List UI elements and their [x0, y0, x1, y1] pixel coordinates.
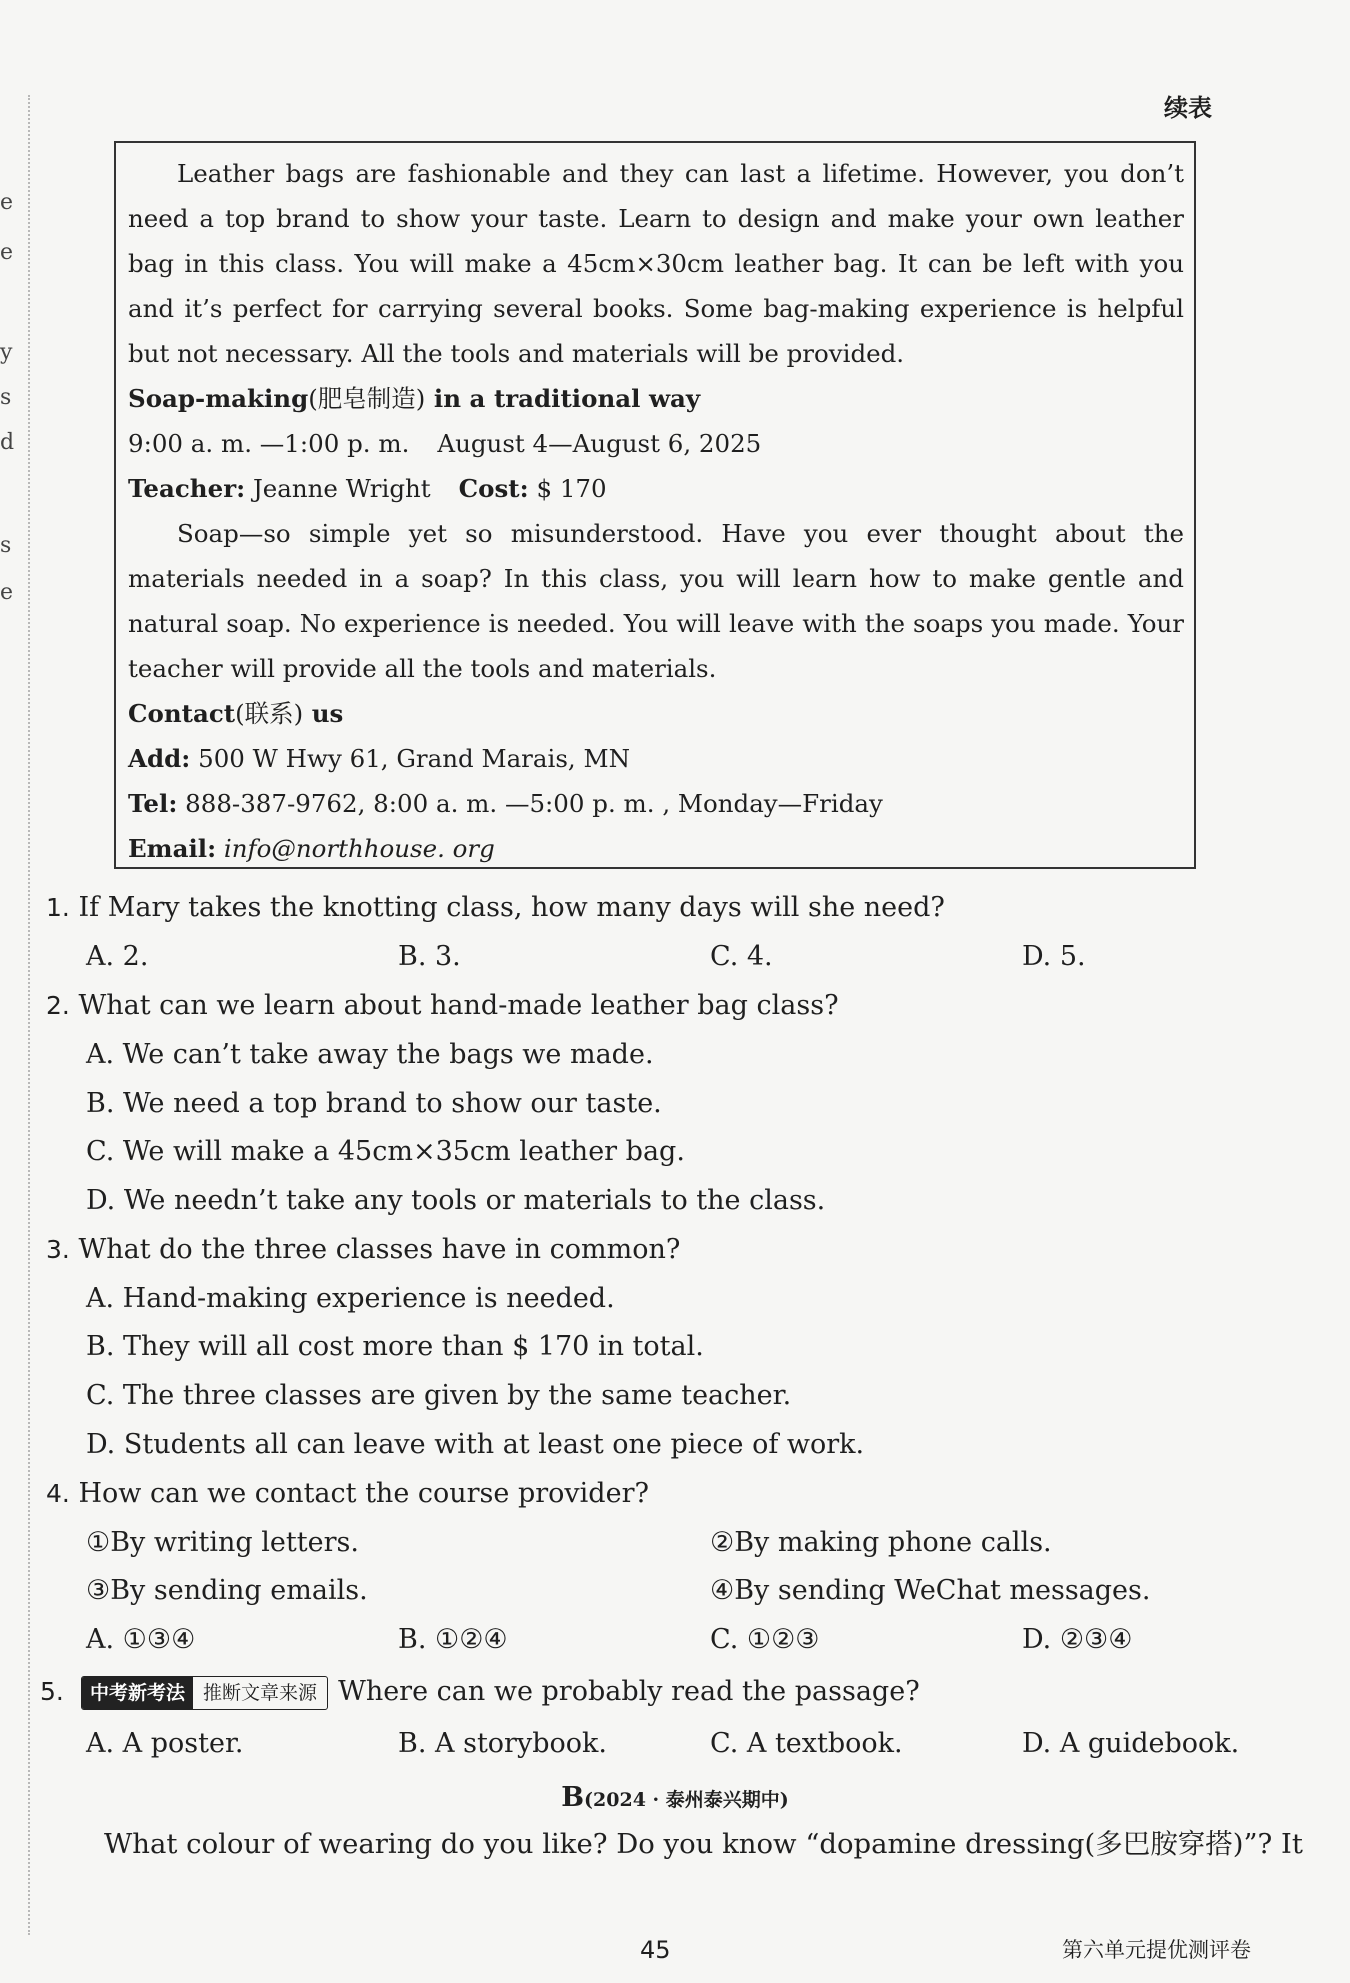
- q4-option-a: A. ①③④: [86, 1624, 196, 1655]
- question-3: 3. What do the three classes have in common?: [46, 1234, 681, 1265]
- continued-label: 续表: [1164, 94, 1212, 122]
- question-type-tag: 中考新考法 推断文章来源: [81, 1676, 328, 1710]
- contact-phone: Tel: 888-387-9762, 8:00 a. m. —5:00 p. m. , Monday—Friday: [128, 789, 883, 818]
- soap-class-schedule: 9:00 a. m. —1:00 p. m. August 4—August 6, 2025: [128, 429, 762, 458]
- margin-dotted-line: [28, 95, 30, 1935]
- q5-option-a: A. A poster.: [86, 1728, 244, 1759]
- edge-letter: s: [0, 385, 12, 410]
- q3-option-c: C. The three classes are given by the same teacher.: [86, 1380, 792, 1411]
- q5-option-b: B. A storybook.: [398, 1728, 607, 1759]
- q4-option-c: C. ①②③: [710, 1624, 820, 1655]
- q1-option-d: D. 5.: [1022, 941, 1086, 972]
- q4-option-b: B. ①②④: [398, 1624, 508, 1655]
- q3-option-d: D. Students all can leave with at least one piece of work.: [86, 1429, 865, 1460]
- q5-option-c: C. A textbook.: [710, 1728, 903, 1759]
- question-5: 5. 中考新考法 推断文章来源 Where can we probably read the passage?: [40, 1672, 920, 1712]
- soap-description: Soap—so simple yet so misunderstood. Have you ever thought about the materials needed in a soap? In this class, you will learn how to make gentle and natural soap. No experience is needed. You will leave with the soaps you made. Your teacher will provide all the tools and materials.: [128, 519, 1184, 683]
- question-4: 4. How can we contact the course provider?: [46, 1478, 649, 1509]
- question-1: 1. If Mary takes the knotting class, how many days will she need?: [46, 892, 945, 923]
- course-info-box: [114, 141, 1196, 869]
- q3-option-a: A. Hand-making experience is needed.: [86, 1283, 615, 1314]
- soap-teacher-cost: Teacher: Jeanne Wright Cost: $ 170: [128, 474, 607, 503]
- page-number: 45: [640, 1936, 671, 1964]
- q2-option-b: B. We need a top brand to show our taste.: [86, 1088, 662, 1119]
- edge-letter: d: [0, 430, 15, 455]
- contact-heading: Contact(联系) us: [128, 699, 344, 728]
- unit-title: 第六单元提优测评卷: [1062, 1938, 1251, 1962]
- q1-option-b: B. 3.: [398, 941, 461, 972]
- q1-option-a: A. 2.: [86, 941, 149, 972]
- q4-choice-3: ③By sending emails.: [86, 1575, 368, 1606]
- leather-bag-description: Leather bags are fashionable and they can last a lifetime. However, you don’t need a top brand to show your taste. Learn to design and make your own leather bag in this class. You will make a 45cm×30cm leather bag. It can be left with you and it’s perfect for carrying several books. Some bag-making experience is helpful but not necessary. All the tools and materials will be provided.: [128, 159, 1184, 368]
- contact-address: Add: 500 W Hwy 61, Grand Marais, MN: [128, 744, 631, 773]
- edge-letter: e: [0, 580, 14, 605]
- q4-choice-2: ②By making phone calls.: [710, 1527, 1052, 1558]
- q4-option-d: D. ②③④: [1022, 1624, 1133, 1655]
- edge-letter: s: [0, 533, 12, 558]
- soap-class-title: Soap-making(肥皂制造) in a traditional way: [128, 384, 701, 413]
- edge-letter: e: [0, 240, 14, 265]
- q2-option-a: A. We can’t take away the bags we made.: [86, 1039, 654, 1070]
- question-2: 2. What can we learn about hand-made leather bag class?: [46, 990, 839, 1021]
- edge-letter: y: [0, 340, 13, 365]
- q1-option-c: C. 4.: [710, 941, 773, 972]
- section-b-intro: What colour of wearing do you like? Do you know “dopamine dressing(多巴胺穿搭)”? It: [104, 1828, 1303, 1860]
- section-b-heading: B(2024 · 泰州泰兴期中): [561, 1782, 789, 1813]
- q5-option-d: D. A guidebook.: [1022, 1728, 1240, 1759]
- q3-option-b: B. They will all cost more than $ 170 in total.: [86, 1331, 704, 1362]
- edge-letter: e: [0, 190, 14, 215]
- contact-email: Email: info@northhouse. org: [128, 834, 495, 863]
- q4-choice-4: ④By sending WeChat messages.: [710, 1575, 1151, 1606]
- q2-option-c: C. We will make a 45cm×35cm leather bag.: [86, 1136, 685, 1167]
- q2-option-d: D. We needn’t take any tools or materials to the class.: [86, 1185, 826, 1216]
- q4-choice-1: ①By writing letters.: [86, 1527, 359, 1558]
